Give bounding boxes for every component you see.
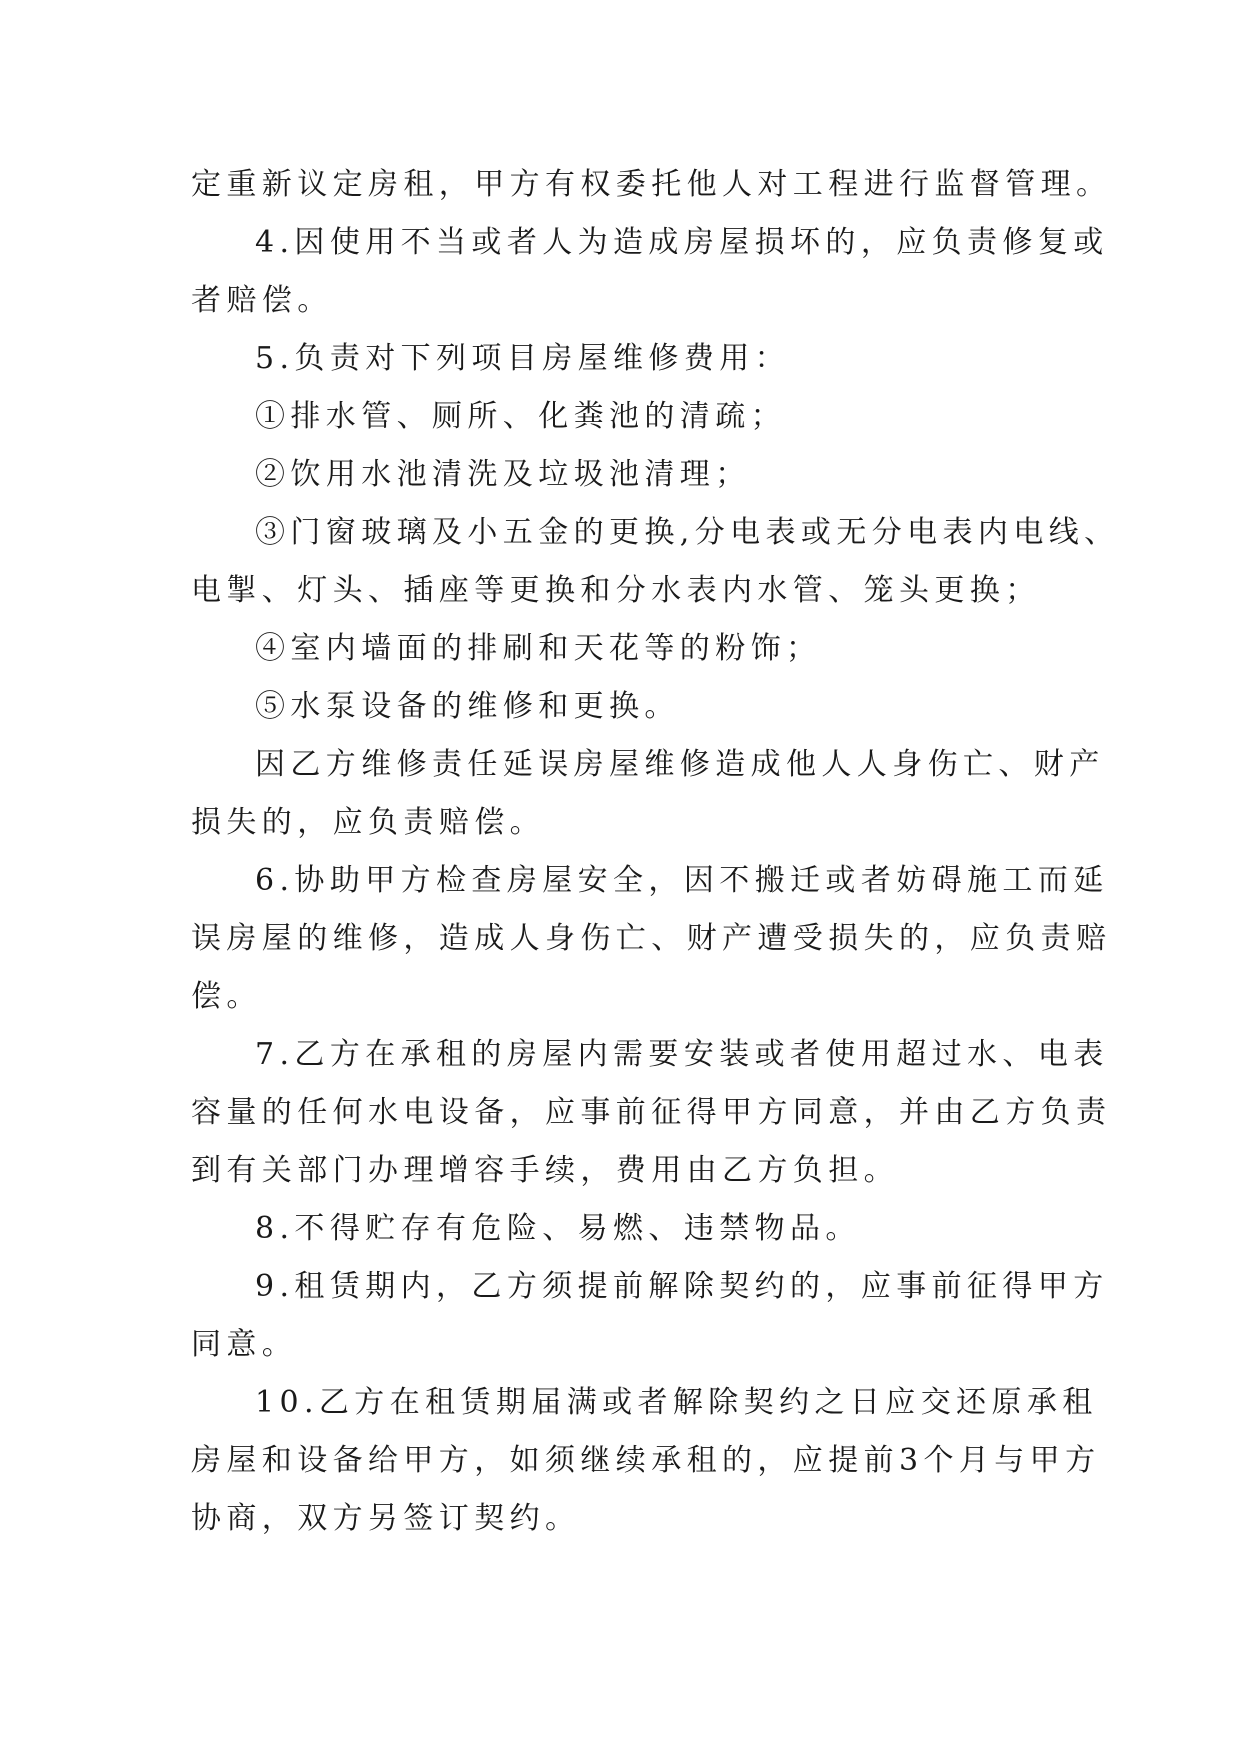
text-line: 7.乙方在承租的房屋内需要安装或者使用超过水、电表: [255, 1037, 1109, 1072]
text-line: ①排水管、厕所、化粪池的清疏；: [255, 399, 786, 434]
text-line: 8.不得贮存有危险、易燃、违禁物品。: [255, 1211, 861, 1246]
text-line: 误房屋的维修，造成人身伤亡、财产遭受损失的，应负责赔: [191, 921, 1112, 956]
text-line: 6.协助甲方检查房屋安全，因不搬迁或者妨碍施工而延: [255, 863, 1109, 898]
text-line: 偿。: [191, 979, 262, 1014]
text-line: 定重新议定房租，甲方有权委托他人对工程进行监督管理。: [191, 167, 1112, 202]
text-line: 同意。: [191, 1327, 298, 1362]
text-line: ②饮用水池清洗及垃圾池清理；: [255, 457, 751, 492]
text-line: 5.负责对下列项目房屋维修费用：: [255, 341, 791, 376]
text-line: ⑤水泵设备的维修和更换。: [255, 689, 680, 724]
text-line: ③门窗玻璃及小五金的更换,分电表或无分电表内电线、: [255, 515, 1120, 550]
text-line: ④室内墙面的排刷和天花等的粉饰；: [255, 631, 822, 666]
text-line: 房屋和设备给甲方，如须继续承租的，应提前3个月与甲方: [191, 1443, 1101, 1478]
text-line: 到有关部门办理增容手续，费用由乙方负担。: [191, 1153, 899, 1188]
text-line: 9.租赁期内，乙方须提前解除契约的，应事前征得甲方: [255, 1269, 1109, 1304]
text-line: 容量的任何水电设备，应事前征得甲方同意，并由乙方负责: [191, 1095, 1112, 1130]
text-line: 因乙方维修责任延误房屋维修造成他人人身伤亡、财产: [255, 747, 1105, 782]
text-line: 者赔偿。: [191, 283, 333, 318]
text-line: 损失的，应负责赔偿。: [191, 805, 545, 840]
text-line: 10.乙方在租赁期届满或者解除契约之日应交还原承租: [255, 1385, 1098, 1420]
text-line: 电掣、灯头、插座等更换和分水表内水管、笼头更换；: [191, 573, 1041, 608]
text-line: 协商，双方另签订契约。: [191, 1501, 581, 1536]
text-line: 4.因使用不当或者人为造成房屋损坏的，应负责修复或: [255, 225, 1109, 260]
